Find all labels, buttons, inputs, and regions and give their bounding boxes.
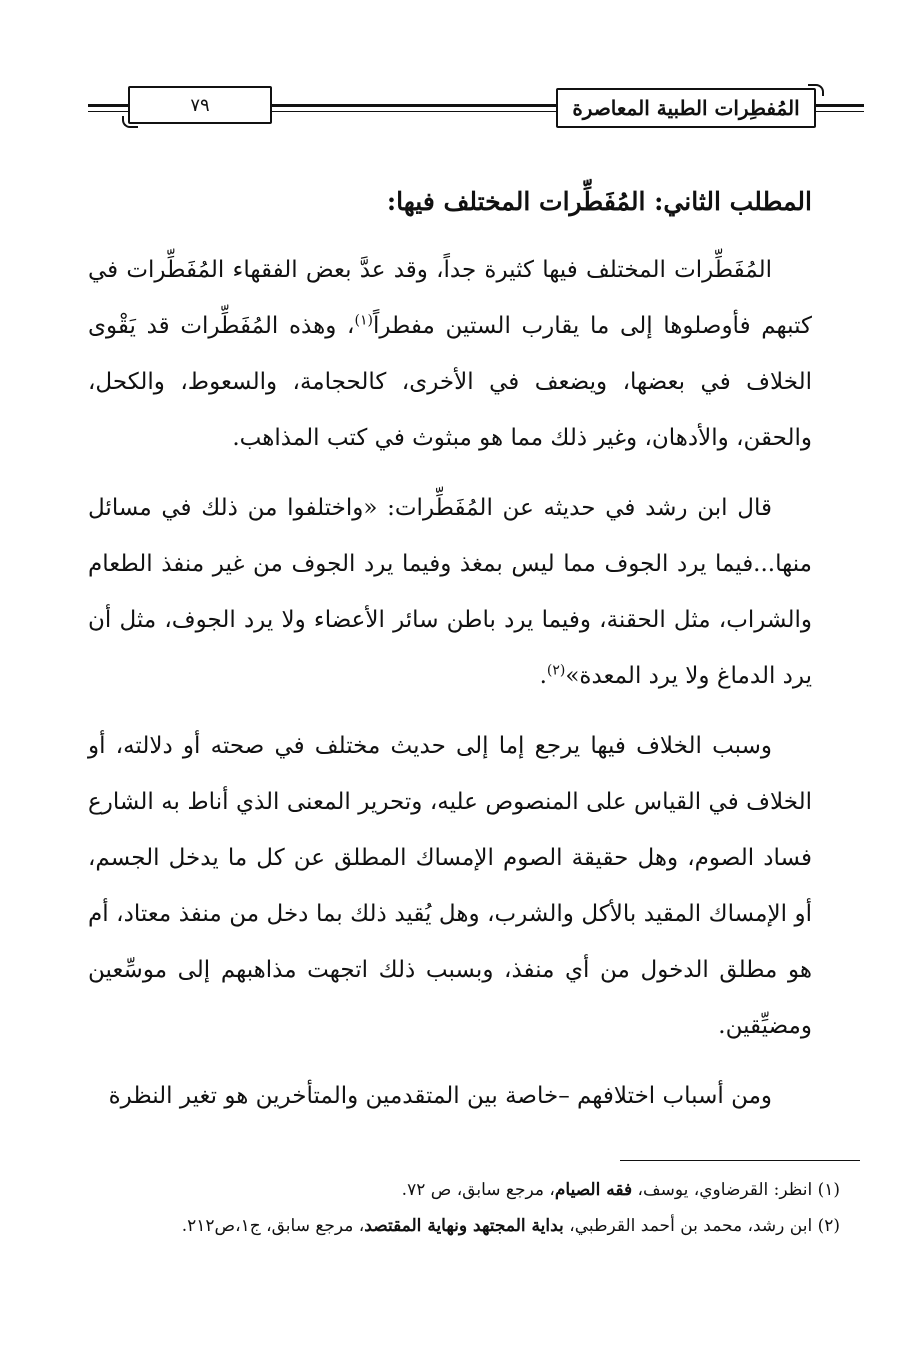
- paragraph-3: [88, 718, 812, 1054]
- footnote-1: [88, 1172, 840, 1208]
- footnote-2-title: بداية المجتهد ونهاية المقتصد: [364, 1216, 564, 1236]
- page-number-text: ٧٩: [190, 94, 210, 116]
- header-rule-left-bottom: [88, 111, 128, 112]
- header-rule-left-top: [88, 104, 128, 107]
- paragraph-1: [88, 242, 812, 466]
- page-header: [88, 84, 864, 140]
- paragraph-1-text-cont: ، وهذه المُفَطِّرات قد يَقْوى الخلاف في بعضها، ويضعف في الأخرى، كالحجامة، والسعوط، والكحل، والحقن، والأدهان، وغير ذلك مما هو مبثوث في كتب المذاهب.: [88, 313, 812, 451]
- paragraph-1-text: المُفَطِّرات المختلف فيها كثيرة جداً، وقد عدَّ بعض الفقهاء المُفَطِّرات في كتبهم فأوصلوها إلى ما يقارب الستين مفطراً: [88, 257, 812, 339]
- footnote-1-text-end: ، مرجع سابق، ص ٧٢.: [401, 1180, 555, 1200]
- footnote-separator: [620, 1160, 860, 1161]
- running-title-text: المُفطِرات الطبية المعاصرة: [572, 96, 800, 120]
- footnote-2-text: ابن رشد، محمد بن أحمد القرطبي،: [563, 1216, 813, 1236]
- running-title: [556, 88, 816, 128]
- main-content: [88, 170, 812, 1138]
- section-heading-lead: المطلب الثاني: [663, 187, 812, 216]
- footnote-ref-1[interactable]: (١): [354, 312, 373, 329]
- footnote-ref-2[interactable]: (٢): [546, 662, 566, 679]
- paragraph-3-text: وسبب الخلاف فيها يرجع إما إلى حديث مختلف في صحته أو دلالته، أو الخلاف في القياس على المنصوص عليه، وتحرير المعنى الذي أناط به الشارع فساد الصوم، وهل حقيقة الصوم الإمساك المطلق عن كل ما يدخل الجسم، أو الإمساك المقيد بالأكل والشرب، وهل يُقيد ذلك بما دخل من منفذ معتاد، أم هو مطلق الدخول من أي منفذ، وبسبب ذلك اتجهت مذاهبهم إلى موسِّعين ومضيِّقين.: [88, 733, 812, 1039]
- footnote-2-text-end: ، مرجع سابق، ج١،ص٢١٢.: [181, 1216, 365, 1236]
- page-number: [128, 86, 272, 124]
- paragraph-4-text: ومن أسباب اختلافهم –خاصة بين المتقدمين والمتأخرين هو تغير النظرة: [108, 1083, 772, 1109]
- paragraph-2-text-cont: .: [539, 663, 547, 689]
- footnote-2-marker: (٢): [817, 1216, 840, 1236]
- header-rule-middle-bottom: [272, 111, 556, 112]
- paragraph-2: [88, 480, 812, 704]
- footnote-2: [88, 1208, 840, 1244]
- paragraph-2-text: قال ابن رشد في حديثه عن المُفَطِّرات: «واختلفوا من ذلك في مسائل منها...فيما يرد الجوف مما ليس بمغذ وفيما يرد الجوف من غير منفذ الطعام والشراب، مثل الحقنة، وفيما يرد باطن سائر الأعضاء ولا يرد الجوف، مثل أن يرد الدماغ ولا يرد المعدة»: [88, 495, 812, 689]
- section-heading: [88, 180, 812, 224]
- header-rule-right-top: [816, 104, 864, 107]
- footnote-1-marker: (١): [817, 1180, 840, 1200]
- footnote-1-text: انظر: القرضاوي، يوسف،: [632, 1180, 813, 1200]
- footnote-1-title: فقه الصيام: [554, 1180, 633, 1200]
- header-rule-right-bottom: [816, 111, 864, 112]
- section-heading-rest: : المُفَطِّرات المختلف فيها:: [386, 187, 664, 216]
- header-rule-middle-top: [272, 104, 556, 107]
- paragraph-4: [88, 1068, 812, 1124]
- footnotes: [88, 1172, 840, 1244]
